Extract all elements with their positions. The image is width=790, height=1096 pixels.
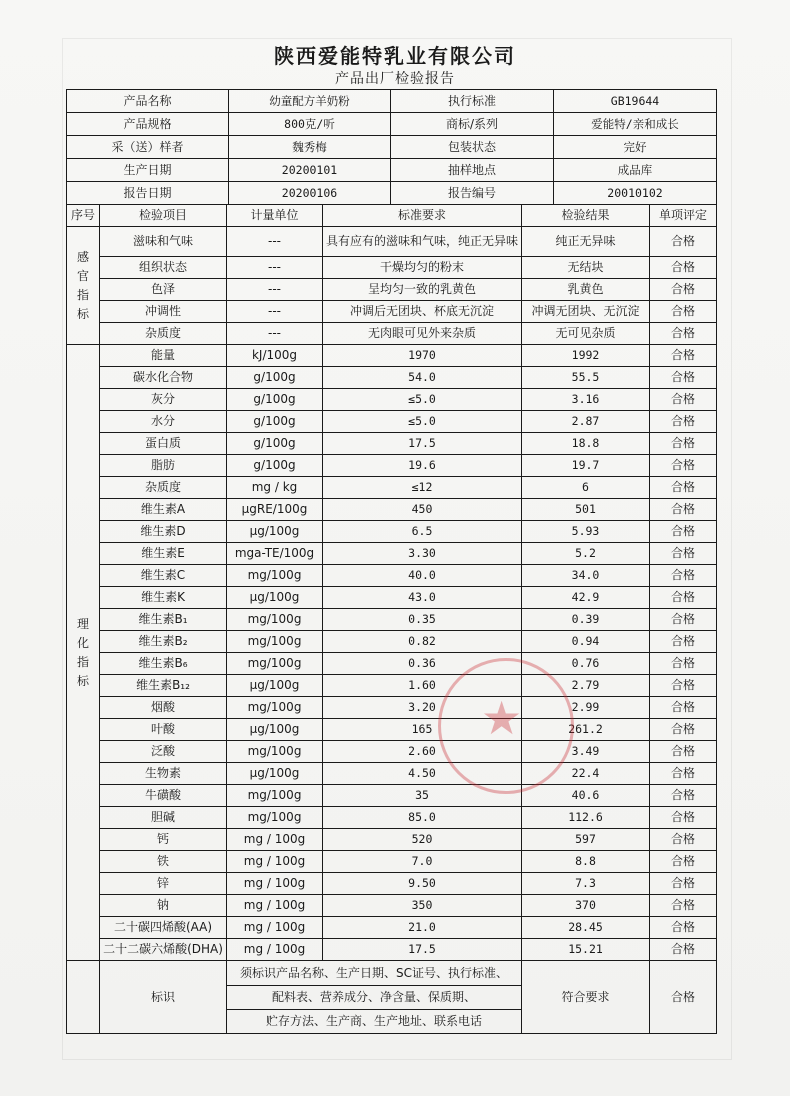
item-verdict: 合格 bbox=[650, 917, 717, 939]
item-verdict: 合格 bbox=[650, 543, 717, 565]
item-standard: 无肉眼可见外来杂质 bbox=[323, 323, 522, 345]
item-result: 无可见杂质 bbox=[522, 323, 650, 345]
item-standard: 冲调后无团块、杯底无沉淀 bbox=[323, 301, 522, 323]
item-standard: 具有应有的滋味和气味，纯正无异味 bbox=[323, 227, 522, 257]
table-row bbox=[67, 653, 717, 675]
item-verdict: 合格 bbox=[650, 851, 717, 873]
item-unit: g/100g bbox=[227, 411, 323, 433]
item-unit: --- bbox=[227, 279, 323, 301]
item-standard: 干燥均匀的粉末 bbox=[323, 257, 522, 279]
info-label: 执行标准 bbox=[391, 90, 554, 113]
item-unit: mg/100g bbox=[227, 697, 323, 719]
info-label: 抽样地点 bbox=[391, 159, 554, 182]
table-row bbox=[67, 939, 717, 961]
item-standard: 17.5 bbox=[323, 433, 522, 455]
category-sensory: 感官指标 bbox=[67, 227, 100, 345]
item-name: 维生素D bbox=[100, 521, 227, 543]
info-label: 生产日期 bbox=[67, 159, 229, 182]
item-result: 40.6 bbox=[522, 785, 650, 807]
item-verdict: 合格 bbox=[650, 301, 717, 323]
item-result: 261.2 bbox=[522, 719, 650, 741]
info-label: 报告日期 bbox=[67, 182, 229, 205]
item-verdict: 合格 bbox=[650, 587, 717, 609]
item-standard: 7.0 bbox=[323, 851, 522, 873]
item-unit: mg/100g bbox=[227, 785, 323, 807]
item-verdict: 合格 bbox=[650, 455, 717, 477]
item-verdict: 合格 bbox=[650, 345, 717, 367]
table-row bbox=[67, 323, 717, 345]
item-verdict: 合格 bbox=[650, 631, 717, 653]
item-verdict: 合格 bbox=[650, 895, 717, 917]
info-row bbox=[67, 90, 717, 113]
item-standard: 520 bbox=[323, 829, 522, 851]
item-verdict: 合格 bbox=[650, 367, 717, 389]
item-unit: mg / 100g bbox=[227, 851, 323, 873]
table-row bbox=[67, 741, 717, 763]
item-name: 维生素E bbox=[100, 543, 227, 565]
item-name: 维生素B₁₂ bbox=[100, 675, 227, 697]
item-standard: 40.0 bbox=[323, 565, 522, 587]
item-verdict: 合格 bbox=[650, 257, 717, 279]
item-unit: mg / 100g bbox=[227, 917, 323, 939]
item-verdict: 合格 bbox=[650, 807, 717, 829]
info-label: 采（送）样者 bbox=[67, 136, 229, 159]
item-name: 牛磺酸 bbox=[100, 785, 227, 807]
item-result: 纯正无异味 bbox=[522, 227, 650, 257]
table-row bbox=[67, 257, 717, 279]
table-row bbox=[67, 917, 717, 939]
info-row bbox=[67, 136, 717, 159]
item-standard: 17.5 bbox=[323, 939, 522, 961]
item-verdict: 合格 bbox=[650, 873, 717, 895]
company-name: 陕西爱能特乳业有限公司 bbox=[274, 44, 516, 68]
item-name: 维生素C bbox=[100, 565, 227, 587]
item-name: 生物素 bbox=[100, 763, 227, 785]
item-unit: mg / 100g bbox=[227, 895, 323, 917]
item-unit: --- bbox=[227, 227, 323, 257]
item-result: 22.4 bbox=[522, 763, 650, 785]
item-result: 370 bbox=[522, 895, 650, 917]
labeling-requirement-line: 配料表、营养成分、净含量、保质期、 bbox=[227, 986, 521, 1010]
item-result: 2.99 bbox=[522, 697, 650, 719]
item-name: 灰分 bbox=[100, 389, 227, 411]
item-verdict: 合格 bbox=[650, 279, 717, 301]
info-table bbox=[66, 89, 717, 205]
item-result: 112.6 bbox=[522, 807, 650, 829]
item-name: 杂质度 bbox=[100, 323, 227, 345]
info-label: 产品规格 bbox=[67, 113, 229, 136]
item-name: 维生素B₁ bbox=[100, 609, 227, 631]
header-unit: 计量单位 bbox=[227, 205, 323, 227]
item-name: 脂肪 bbox=[100, 455, 227, 477]
item-unit: mg/100g bbox=[227, 609, 323, 631]
item-verdict: 合格 bbox=[650, 565, 717, 587]
item-result: 55.5 bbox=[522, 367, 650, 389]
item-standard: 0.35 bbox=[323, 609, 522, 631]
table-row bbox=[67, 345, 717, 367]
item-unit: mg/100g bbox=[227, 631, 323, 653]
item-name: 钙 bbox=[100, 829, 227, 851]
table-row bbox=[67, 301, 717, 323]
item-name: 维生素A bbox=[100, 499, 227, 521]
labeling-requirement bbox=[227, 961, 522, 1034]
item-verdict: 合格 bbox=[650, 697, 717, 719]
item-unit: g/100g bbox=[227, 455, 323, 477]
item-standard: 0.36 bbox=[323, 653, 522, 675]
header-standard: 标准要求 bbox=[323, 205, 522, 227]
item-result: 1992 bbox=[522, 345, 650, 367]
item-verdict: 合格 bbox=[650, 719, 717, 741]
info-value: 800克/听 bbox=[229, 113, 391, 136]
info-value: 魏秀梅 bbox=[229, 136, 391, 159]
item-name: 维生素B₆ bbox=[100, 653, 227, 675]
item-name: 锌 bbox=[100, 873, 227, 895]
item-unit: mg/100g bbox=[227, 741, 323, 763]
item-unit: g/100g bbox=[227, 389, 323, 411]
item-name: 碳水化合物 bbox=[100, 367, 227, 389]
info-value: 20200106 bbox=[229, 182, 391, 205]
item-name: 二十碳四烯酸(AA) bbox=[100, 917, 227, 939]
item-result: 5.2 bbox=[522, 543, 650, 565]
item-unit: g/100g bbox=[227, 433, 323, 455]
item-name: 胆碱 bbox=[100, 807, 227, 829]
item-unit: μg/100g bbox=[227, 763, 323, 785]
item-result: 2.79 bbox=[522, 675, 650, 697]
item-name: 叶酸 bbox=[100, 719, 227, 741]
item-unit: mg / kg bbox=[227, 477, 323, 499]
table-row bbox=[67, 851, 717, 873]
item-unit: mga-TE/100g bbox=[227, 543, 323, 565]
item-unit: kJ/100g bbox=[227, 345, 323, 367]
item-result: 3.49 bbox=[522, 741, 650, 763]
item-name: 铁 bbox=[100, 851, 227, 873]
item-result: 18.8 bbox=[522, 433, 650, 455]
item-result: 2.87 bbox=[522, 411, 650, 433]
item-standard: ≤5.0 bbox=[323, 411, 522, 433]
item-name: 冲调性 bbox=[100, 301, 227, 323]
item-name: 二十二碳六烯酸(DHA) bbox=[100, 939, 227, 961]
info-value: 20010102 bbox=[554, 182, 717, 205]
category-physchem: 理化指标 bbox=[67, 345, 100, 961]
item-verdict: 合格 bbox=[650, 389, 717, 411]
table-row bbox=[67, 631, 717, 653]
header-seq: 序号 bbox=[67, 205, 100, 227]
info-row bbox=[67, 113, 717, 136]
labeling-result: 符合要求 bbox=[522, 961, 650, 1034]
table-row bbox=[67, 763, 717, 785]
item-standard: ≤5.0 bbox=[323, 389, 522, 411]
info-value: 成品库 bbox=[554, 159, 717, 182]
item-unit: μg/100g bbox=[227, 675, 323, 697]
item-result: 34.0 bbox=[522, 565, 650, 587]
info-row bbox=[67, 159, 717, 182]
table-row bbox=[67, 279, 717, 301]
info-value: 爱能特/亲和成长 bbox=[554, 113, 717, 136]
item-result: 0.94 bbox=[522, 631, 650, 653]
table-row bbox=[67, 227, 717, 257]
item-standard: 21.0 bbox=[323, 917, 522, 939]
item-name: 维生素K bbox=[100, 587, 227, 609]
table-row bbox=[67, 873, 717, 895]
item-unit: mg/100g bbox=[227, 807, 323, 829]
info-label: 包装状态 bbox=[391, 136, 554, 159]
item-result: 冲调无团块、无沉淀 bbox=[522, 301, 650, 323]
item-verdict: 合格 bbox=[650, 653, 717, 675]
labeling-row bbox=[67, 961, 717, 1034]
item-name: 水分 bbox=[100, 411, 227, 433]
info-value: 完好 bbox=[554, 136, 717, 159]
item-verdict: 合格 bbox=[650, 829, 717, 851]
item-standard: 350 bbox=[323, 895, 522, 917]
item-standard: 呈均匀一致的乳黄色 bbox=[323, 279, 522, 301]
item-result: 501 bbox=[522, 499, 650, 521]
seal-star-icon: ★ bbox=[481, 691, 523, 745]
item-verdict: 合格 bbox=[650, 477, 717, 499]
info-label: 产品名称 bbox=[67, 90, 229, 113]
info-value: 20200101 bbox=[229, 159, 391, 182]
item-verdict: 合格 bbox=[650, 785, 717, 807]
report-title: 产品出厂检验报告 bbox=[335, 71, 455, 87]
item-standard: 19.6 bbox=[323, 455, 522, 477]
item-name: 烟酸 bbox=[100, 697, 227, 719]
item-result: 乳黄色 bbox=[522, 279, 650, 301]
table-row bbox=[67, 411, 717, 433]
item-standard: 1970 bbox=[323, 345, 522, 367]
item-result: 5.93 bbox=[522, 521, 650, 543]
item-result: 28.45 bbox=[522, 917, 650, 939]
item-standard: 85.0 bbox=[323, 807, 522, 829]
item-verdict: 合格 bbox=[650, 227, 717, 257]
labeling-requirement-line: 须标识产品名称、生产日期、SC证号、执行标准、 bbox=[227, 962, 521, 986]
item-result: 0.39 bbox=[522, 609, 650, 631]
item-standard: ≤12 bbox=[323, 477, 522, 499]
table-row bbox=[67, 543, 717, 565]
item-verdict: 合格 bbox=[650, 323, 717, 345]
table-row bbox=[67, 675, 717, 697]
table-row bbox=[67, 477, 717, 499]
item-verdict: 合格 bbox=[650, 741, 717, 763]
item-verdict: 合格 bbox=[650, 499, 717, 521]
table-row bbox=[67, 785, 717, 807]
item-unit: mg / 100g bbox=[227, 939, 323, 961]
item-standard: 165 bbox=[323, 719, 522, 741]
item-unit: --- bbox=[227, 301, 323, 323]
item-unit: μg/100g bbox=[227, 719, 323, 741]
item-standard: 54.0 bbox=[323, 367, 522, 389]
item-standard: 43.0 bbox=[323, 587, 522, 609]
item-unit: --- bbox=[227, 323, 323, 345]
labeling-item: 标识 bbox=[100, 961, 227, 1034]
item-result: 597 bbox=[522, 829, 650, 851]
item-standard: 3.20 bbox=[323, 697, 522, 719]
item-result: 6 bbox=[522, 477, 650, 499]
item-standard: 450 bbox=[323, 499, 522, 521]
item-verdict: 合格 bbox=[650, 521, 717, 543]
item-verdict: 合格 bbox=[650, 763, 717, 785]
item-standard: 9.50 bbox=[323, 873, 522, 895]
table-row bbox=[67, 609, 717, 631]
info-value: GB19644 bbox=[554, 90, 717, 113]
header-item: 检验项目 bbox=[100, 205, 227, 227]
table-row bbox=[67, 565, 717, 587]
table-row bbox=[67, 697, 717, 719]
item-result: 0.76 bbox=[522, 653, 650, 675]
header-verdict: 单项评定 bbox=[650, 205, 717, 227]
info-value: 幼童配方羊奶粉 bbox=[229, 90, 391, 113]
item-verdict: 合格 bbox=[650, 411, 717, 433]
labeling-requirement-line: 贮存方法、生产商、生产地址、联系电话 bbox=[265, 1013, 482, 1028]
table-row bbox=[67, 433, 717, 455]
item-verdict: 合格 bbox=[650, 433, 717, 455]
item-unit: g/100g bbox=[227, 367, 323, 389]
labeling-category bbox=[67, 961, 100, 1034]
item-unit: --- bbox=[227, 257, 323, 279]
item-result: 15.21 bbox=[522, 939, 650, 961]
info-label: 报告编号 bbox=[391, 182, 554, 205]
item-name: 色泽 bbox=[100, 279, 227, 301]
item-unit: mg/100g bbox=[227, 565, 323, 587]
item-verdict: 合格 bbox=[650, 939, 717, 961]
item-unit: μg/100g bbox=[227, 587, 323, 609]
info-row bbox=[67, 182, 717, 205]
info-label: 商标/系列 bbox=[391, 113, 554, 136]
table-row bbox=[67, 807, 717, 829]
table-row bbox=[67, 521, 717, 543]
item-name: 维生素B₂ bbox=[100, 631, 227, 653]
item-verdict: 合格 bbox=[650, 675, 717, 697]
item-verdict: 合格 bbox=[650, 609, 717, 631]
inspection-table bbox=[66, 204, 717, 1034]
item-unit: mg / 100g bbox=[227, 829, 323, 851]
table-row bbox=[67, 455, 717, 477]
item-unit: μgRE/100g bbox=[227, 499, 323, 521]
table-row bbox=[67, 895, 717, 917]
item-standard: 0.82 bbox=[323, 631, 522, 653]
item-standard: 1.60 bbox=[323, 675, 522, 697]
item-standard: 35 bbox=[323, 785, 522, 807]
item-unit: mg / 100g bbox=[227, 873, 323, 895]
item-result: 8.8 bbox=[522, 851, 650, 873]
item-standard: 4.50 bbox=[323, 763, 522, 785]
table-row bbox=[67, 587, 717, 609]
table-row bbox=[67, 719, 717, 741]
table-row bbox=[67, 367, 717, 389]
labeling-verdict: 合格 bbox=[650, 961, 717, 1034]
item-name: 组织状态 bbox=[100, 257, 227, 279]
header-row bbox=[67, 205, 717, 227]
item-standard: 6.5 bbox=[323, 521, 522, 543]
item-standard: 2.60 bbox=[323, 741, 522, 763]
item-result: 7.3 bbox=[522, 873, 650, 895]
item-name: 滋味和气味 bbox=[100, 227, 227, 257]
table-row bbox=[67, 829, 717, 851]
item-result: 无结块 bbox=[522, 257, 650, 279]
item-result: 3.16 bbox=[522, 389, 650, 411]
item-name: 钠 bbox=[100, 895, 227, 917]
item-name: 能量 bbox=[100, 345, 227, 367]
header-result: 检验结果 bbox=[522, 205, 650, 227]
table-row bbox=[67, 389, 717, 411]
item-result: 19.7 bbox=[522, 455, 650, 477]
item-result: 42.9 bbox=[522, 587, 650, 609]
item-name: 蛋白质 bbox=[100, 433, 227, 455]
item-name: 泛酸 bbox=[100, 741, 227, 763]
item-unit: mg/100g bbox=[227, 653, 323, 675]
item-name: 杂质度 bbox=[100, 477, 227, 499]
item-standard: 3.30 bbox=[323, 543, 522, 565]
table-row bbox=[67, 499, 717, 521]
item-unit: μg/100g bbox=[227, 521, 323, 543]
